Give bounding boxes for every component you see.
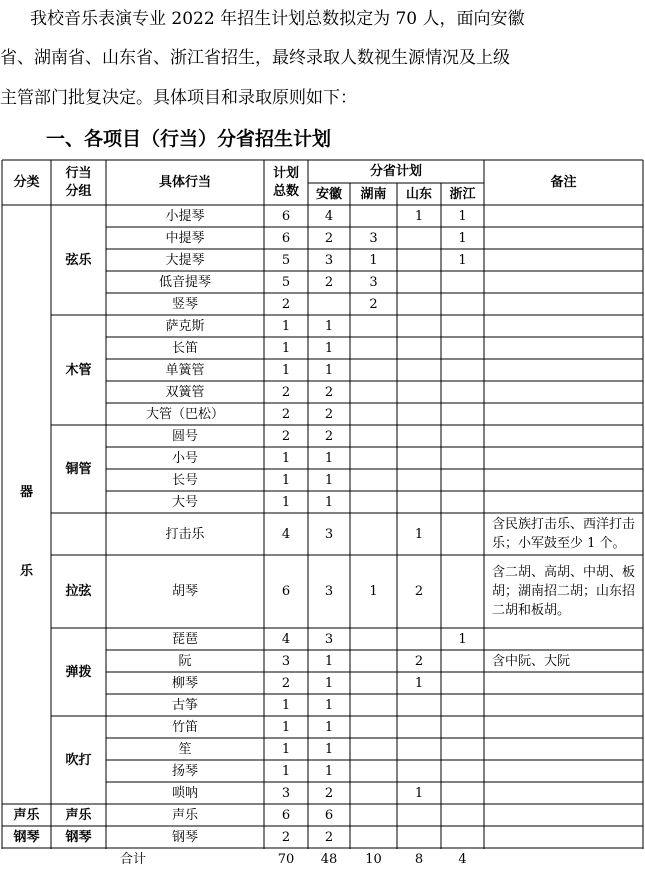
value-cell-sd	[397, 447, 441, 469]
category-cell: 钢琴	[13, 829, 40, 845]
value-cell-hn	[350, 491, 397, 513]
value-cell-hn	[350, 716, 397, 738]
value-cell-ah: 1	[324, 675, 334, 691]
footer-hn: 10	[365, 851, 382, 867]
value-cell-sd: 2	[414, 653, 424, 669]
section-heading: 一、各项目（行当）分省招生计划	[46, 128, 332, 150]
instrument-cell: 声乐	[171, 807, 198, 823]
value-cell-ah: 1	[324, 653, 334, 669]
value-cell-ah: 1	[324, 318, 334, 334]
value-cell-total: 1	[281, 494, 291, 510]
header-group: 行当分组	[65, 165, 92, 199]
category-cell: 声乐	[13, 807, 40, 823]
value-cell-hn	[350, 315, 397, 337]
value-cell-zj	[441, 469, 484, 491]
value-cell-hn	[350, 738, 397, 760]
group-cell: 拉弦	[65, 584, 92, 599]
value-cell-sd: 2	[414, 584, 424, 599]
header-instrument: 具体行当	[158, 175, 211, 190]
footer-sd: 8	[414, 851, 424, 867]
value-cell-sd	[397, 337, 441, 359]
instrument-cell: 笙	[178, 741, 192, 757]
value-cell-total: 3	[281, 785, 291, 801]
instrument-cell: 萨克斯	[165, 318, 205, 334]
value-cell-hn	[350, 359, 397, 381]
instrument-cell: 唢呐	[171, 785, 198, 801]
value-cell-hn	[350, 628, 397, 650]
instrument-cell: 双簧管	[165, 384, 205, 400]
value-cell-total: 1	[281, 340, 291, 356]
value-cell-total: 1	[281, 450, 291, 466]
value-cell-ah: 3	[324, 631, 334, 647]
instrument-cell: 单簧管	[165, 362, 205, 378]
instrument-cell: 大管（巴松）	[145, 406, 224, 422]
value-cell-ah: 1	[324, 472, 334, 488]
value-cell-hn	[350, 694, 397, 716]
value-cell-zj	[441, 782, 484, 804]
value-cell-zj: 1	[458, 230, 467, 246]
value-cell-total: 6	[281, 208, 291, 224]
value-cell-ah: 3	[324, 252, 334, 268]
instrument-cell: 低音提琴	[158, 274, 211, 290]
value-cell-zj: 1	[458, 208, 467, 224]
value-cell-ah: 2	[324, 406, 334, 422]
footer-ah: 48	[320, 851, 338, 867]
value-cell-ah: 2	[324, 230, 334, 246]
value-cell-ah: 1	[324, 697, 334, 713]
value-cell-hn: 2	[369, 296, 378, 312]
instrument-cell: 胡琴	[171, 584, 198, 599]
instrument-cell: 竖琴	[171, 296, 198, 312]
instrument-cell: 大提琴	[165, 252, 205, 268]
value-cell-ah: 2	[324, 829, 334, 845]
category-char: 器	[19, 485, 33, 500]
value-cell-total: 1	[281, 697, 291, 713]
value-cell-sd	[397, 804, 441, 826]
value-cell-ah: 2	[324, 785, 334, 801]
value-cell-zj: 1	[458, 252, 467, 268]
value-cell-ah: 2	[324, 428, 334, 444]
intro-line-1: 我校音乐表演专业 2022 年招生计划总数拟定为 70 人，面向安徽	[30, 9, 525, 29]
value-cell-hn: 3	[369, 274, 378, 290]
value-cell-sd	[397, 738, 441, 760]
value-cell-total: 2	[281, 428, 291, 444]
value-cell-zj	[441, 760, 484, 782]
instrument-cell: 竹笛	[171, 719, 198, 735]
value-cell-total: 5	[281, 252, 291, 268]
value-cell-zj	[441, 804, 484, 826]
value-cell-sd: 1	[414, 208, 424, 224]
value-cell-ah	[308, 293, 350, 315]
value-cell-zj: 1	[458, 631, 467, 647]
instrument-cell: 打击乐	[165, 526, 205, 542]
value-cell-hn	[350, 804, 397, 826]
value-cell-sd	[397, 359, 441, 381]
value-cell-sd	[397, 403, 441, 425]
value-cell-hn: 1	[369, 584, 378, 599]
value-cell-zj	[441, 555, 484, 628]
value-cell-ah: 1	[324, 719, 334, 735]
value-cell-hn	[350, 337, 397, 359]
value-cell-ah: 1	[324, 450, 334, 466]
value-cell-hn	[350, 782, 397, 804]
value-cell-ah: 1	[324, 763, 334, 779]
note-cell: 含民族打击乐、西洋打击乐；小军鼓至少 1 个。	[492, 517, 636, 551]
footer-label: 合计	[119, 851, 146, 867]
value-cell-zj	[441, 293, 484, 315]
group-cell: 声乐	[65, 807, 92, 823]
value-cell-ah: 1	[324, 741, 334, 757]
instrument-cell: 古筝	[171, 697, 198, 713]
value-cell-zj	[441, 826, 484, 848]
header-note: 备注	[550, 175, 577, 190]
value-cell-zj	[441, 381, 484, 403]
value-cell-zj	[441, 359, 484, 381]
value-cell-sd	[397, 227, 441, 249]
category-qiyue	[2, 205, 51, 804]
instrument-cell: 小号	[171, 450, 198, 466]
group-cell: 木管	[65, 362, 92, 378]
value-cell-ah: 3	[324, 526, 334, 542]
value-cell-ah: 4	[324, 208, 334, 224]
value-cell-zj	[441, 672, 484, 694]
value-cell-ah: 1	[324, 362, 334, 378]
value-cell-sd	[397, 628, 441, 650]
instrument-cell: 小提琴	[165, 208, 205, 224]
value-cell-total: 5	[281, 274, 291, 290]
instrument-cell: 柳琴	[171, 675, 198, 691]
group-cell: 吹打	[65, 752, 92, 768]
value-cell-hn	[350, 425, 397, 447]
header-province-1: 湖南	[360, 186, 387, 202]
instrument-cell: 圆号	[171, 428, 198, 444]
header-province-0: 安徽	[315, 186, 342, 202]
group-cell: 弹拨	[65, 664, 92, 680]
instrument-cell: 长笛	[171, 340, 198, 356]
footer-total: 70	[277, 851, 295, 867]
value-cell-sd	[397, 249, 441, 271]
instrument-cell: 扬琴	[171, 763, 198, 779]
value-cell-hn	[350, 513, 397, 555]
header-provinces: 分省计划	[369, 164, 422, 179]
value-cell-total: 1	[281, 719, 291, 735]
value-cell-hn	[350, 381, 397, 403]
value-cell-sd	[397, 293, 441, 315]
value-cell-total: 6	[281, 584, 291, 599]
group-cell: 铜管	[65, 461, 92, 477]
intro-line-2: 省、湖南省、山东省、浙江省招生，最终录取人数视生源情况及上级	[0, 48, 510, 68]
value-cell-zj	[441, 650, 484, 672]
value-cell-hn	[350, 826, 397, 848]
value-cell-zj	[441, 716, 484, 738]
value-cell-zj	[441, 738, 484, 760]
instrument-cell: 中提琴	[165, 230, 205, 246]
value-cell-zj	[441, 491, 484, 513]
value-cell-zj	[441, 447, 484, 469]
value-cell-total: 2	[281, 829, 291, 845]
value-cell-total: 6	[281, 230, 291, 246]
value-cell-hn: 3	[369, 230, 378, 246]
value-cell-sd: 1	[414, 675, 424, 691]
value-cell-total: 4	[281, 631, 291, 647]
value-cell-total: 1	[281, 472, 291, 488]
value-cell-sd	[397, 381, 441, 403]
value-cell-ah: 2	[324, 274, 334, 290]
header-total: 计划总数	[272, 165, 299, 199]
value-cell-total: 3	[281, 653, 291, 669]
note-cell: 含二胡、高胡、中胡、板胡；湖南招二胡；山东招二胡和板胡。	[492, 565, 636, 618]
value-cell-sd	[397, 716, 441, 738]
header-province-2: 山东	[405, 186, 432, 202]
value-cell-sd: 1	[414, 526, 424, 542]
value-cell-sd	[397, 760, 441, 782]
value-cell-total: 1	[281, 741, 291, 757]
value-cell-total: 2	[281, 384, 291, 400]
value-cell-sd: 1	[414, 785, 424, 801]
instrument-cell: 琵琶	[171, 631, 198, 647]
value-cell-ah: 1	[324, 494, 334, 510]
value-cell-ah: 1	[324, 340, 334, 356]
value-cell-hn	[350, 760, 397, 782]
value-cell-total: 6	[281, 807, 291, 823]
value-cell-hn	[350, 650, 397, 672]
instrument-cell: 大号	[171, 494, 198, 510]
value-cell-hn	[350, 447, 397, 469]
value-cell-total: 2	[281, 675, 291, 691]
value-cell-zj	[441, 315, 484, 337]
value-cell-ah: 6	[324, 807, 334, 823]
value-cell-sd	[397, 491, 441, 513]
value-cell-zj	[441, 271, 484, 293]
value-cell-ah: 3	[324, 584, 334, 599]
value-cell-total: 4	[281, 526, 291, 542]
value-cell-total: 2	[281, 406, 291, 422]
value-cell-zj	[441, 694, 484, 716]
value-cell-hn	[350, 672, 397, 694]
value-cell-sd	[397, 271, 441, 293]
value-cell-sd	[397, 469, 441, 491]
value-cell-hn	[350, 469, 397, 491]
value-cell-sd	[397, 315, 441, 337]
header-province-3: 浙江	[449, 186, 476, 202]
instrument-cell: 钢琴	[171, 829, 198, 845]
value-cell-sd	[397, 694, 441, 716]
footer-zj: 4	[458, 851, 467, 867]
note-cell: 含中阮、大阮	[492, 653, 571, 669]
group-cell: 弦乐	[65, 252, 92, 268]
group-cell: 钢琴	[65, 829, 92, 845]
value-cell-zj	[441, 513, 484, 555]
value-cell-zj	[441, 425, 484, 447]
value-cell-total: 1	[281, 763, 291, 779]
value-cell-total: 1	[281, 318, 291, 334]
value-cell-hn: 1	[369, 252, 378, 268]
instrument-cell: 阮	[178, 653, 192, 669]
value-cell-zj	[441, 337, 484, 359]
value-cell-sd	[397, 826, 441, 848]
category-char: 乐	[19, 564, 33, 579]
value-cell-ah: 2	[324, 384, 334, 400]
instrument-cell: 长号	[171, 472, 198, 488]
header-category: 分类	[13, 175, 40, 190]
value-cell-hn	[350, 403, 397, 425]
value-cell-zj	[441, 403, 484, 425]
intro-line-3: 主管部门批复决定。具体项目和录取原则如下：	[0, 88, 357, 108]
value-cell-total: 2	[281, 296, 291, 312]
value-cell-sd	[397, 425, 441, 447]
value-cell-hn	[350, 205, 397, 227]
value-cell-total: 1	[281, 362, 291, 378]
